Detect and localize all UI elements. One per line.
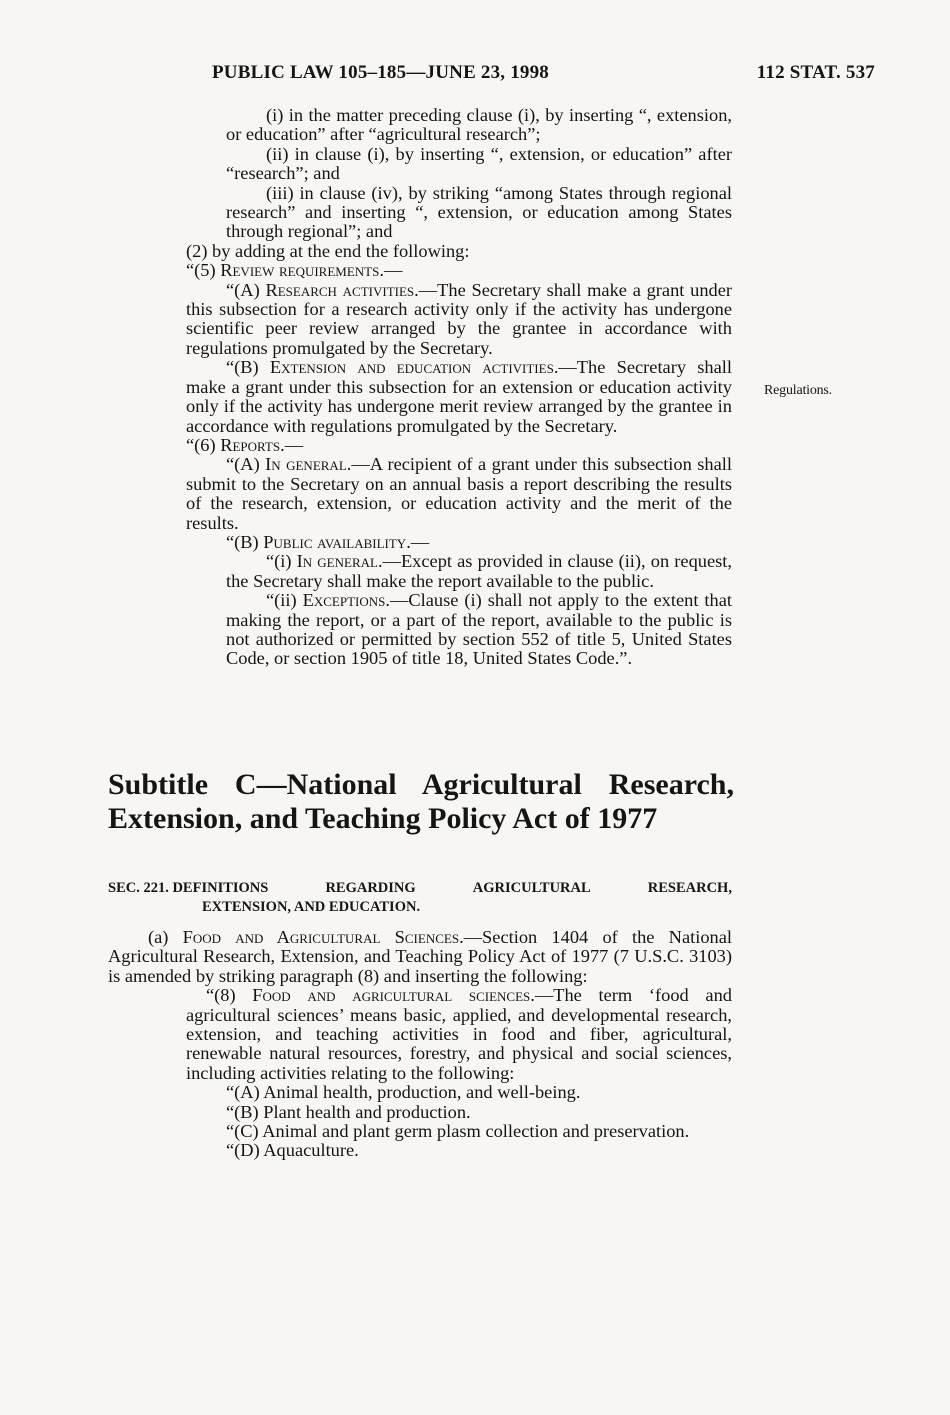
item-a: “(A) Animal health, production, and well-being. <box>226 1082 581 1103</box>
subsection-a: (a) Food and Agricultural Sciences.—Section 1404 of the National Agricultural Research, Extension, and Teaching Policy Act of 1977 (7 U.S.C. 3103) is amended by striking paragraph (8) and inserting the following: <box>108 927 732 986</box>
subtitle-heading: Subtitle C—National Agricultural Research, Extension, and Teaching Policy Act of 1977 <box>108 768 734 835</box>
clause-ii: (ii) in clause (i), by inserting “, extension, or education” after “research”; and <box>226 143 732 184</box>
item-d: “(D) Aquaculture. <box>226 1140 359 1161</box>
clause-iii: (iii) in clause (iv), by striking “among States through regional research” and inserting “, extension, or education among States through regional”; and <box>226 182 732 242</box>
subparagraph-6a: “(A) In general.—A recipient of a grant under this subsection shall submit to the Secretary on an annual basis a report describing the results of the research, extension, or education activity and the merit of the results. <box>186 454 732 533</box>
margin-note-regulations: Regulations. <box>764 383 832 398</box>
subparagraph-6b-heading: “(B) Public availability.— <box>226 531 430 552</box>
item-b: “(B) Plant health and production. <box>226 1101 471 1122</box>
section-heading: SEC. 221. DEFINITIONS REGARDING AGRICULTURAL RESEARCH, EXTENSION, AND EDUCATION. <box>108 880 732 915</box>
clause-6b-i: “(i) In general.—Except as provided in clause (ii), on request, the Secretary shall make the report available to the public. <box>226 551 732 591</box>
amendment-text <box>108 106 732 669</box>
section-221-text <box>108 928 732 1161</box>
item-c: “(C) Animal and plant germ plasm collection and preservation. <box>226 1121 690 1142</box>
public-law-citation: PUBLIC LAW 105–185—JUNE 23, 1998 <box>212 62 549 83</box>
running-header <box>212 62 875 88</box>
paragraph-8: “(8) Food and agricultural sciences.—The term ‘food and agricultural sciences’ means basic, applied, and developmental research, extension, and teaching activities in food and fiber, agricultural, renewable natural resources, forestry, and physical and social sciences, including activities relating to the following: <box>186 985 732 1083</box>
paragraph-2: (2) by adding at the end the following: <box>186 240 470 261</box>
paragraph-6-heading: “(6) Reports.— <box>186 434 304 455</box>
statute-page-number: 112 STAT. 537 <box>756 62 875 83</box>
section-number: SEC. 221. DEFINITIONS <box>108 880 269 896</box>
subparagraph-5a: “(A) Research activities.—The Secretary shall make a grant under this subsection for a research activity only if the activity has undergone scientific peer review arranged by the grantee in accordance with regulations promulgated by the Secretary. <box>186 279 732 358</box>
clause-i: (i) in the matter preceding clause (i), by inserting “, extension, or education” after “agricultural research”; <box>226 105 732 145</box>
subparagraph-5b: “(B) Extension and education activities.—The Secretary shall make a grant under this subsection for an extension or education activity only if the activity has undergone merit review arranged by the grantee in accordance with regulations promulgated by the Secretary. <box>186 357 732 436</box>
paragraph-5-heading: “(5) Review requirements.— <box>186 260 403 281</box>
clause-6b-ii: “(ii) Exceptions.—Clause (i) shall not apply to the extent that making the report, or a part of the report, available to the public is not authorized or permitted by section 552 of title 5, United States Code, or section 1905 of title 18, United States Code.”. <box>226 590 733 669</box>
